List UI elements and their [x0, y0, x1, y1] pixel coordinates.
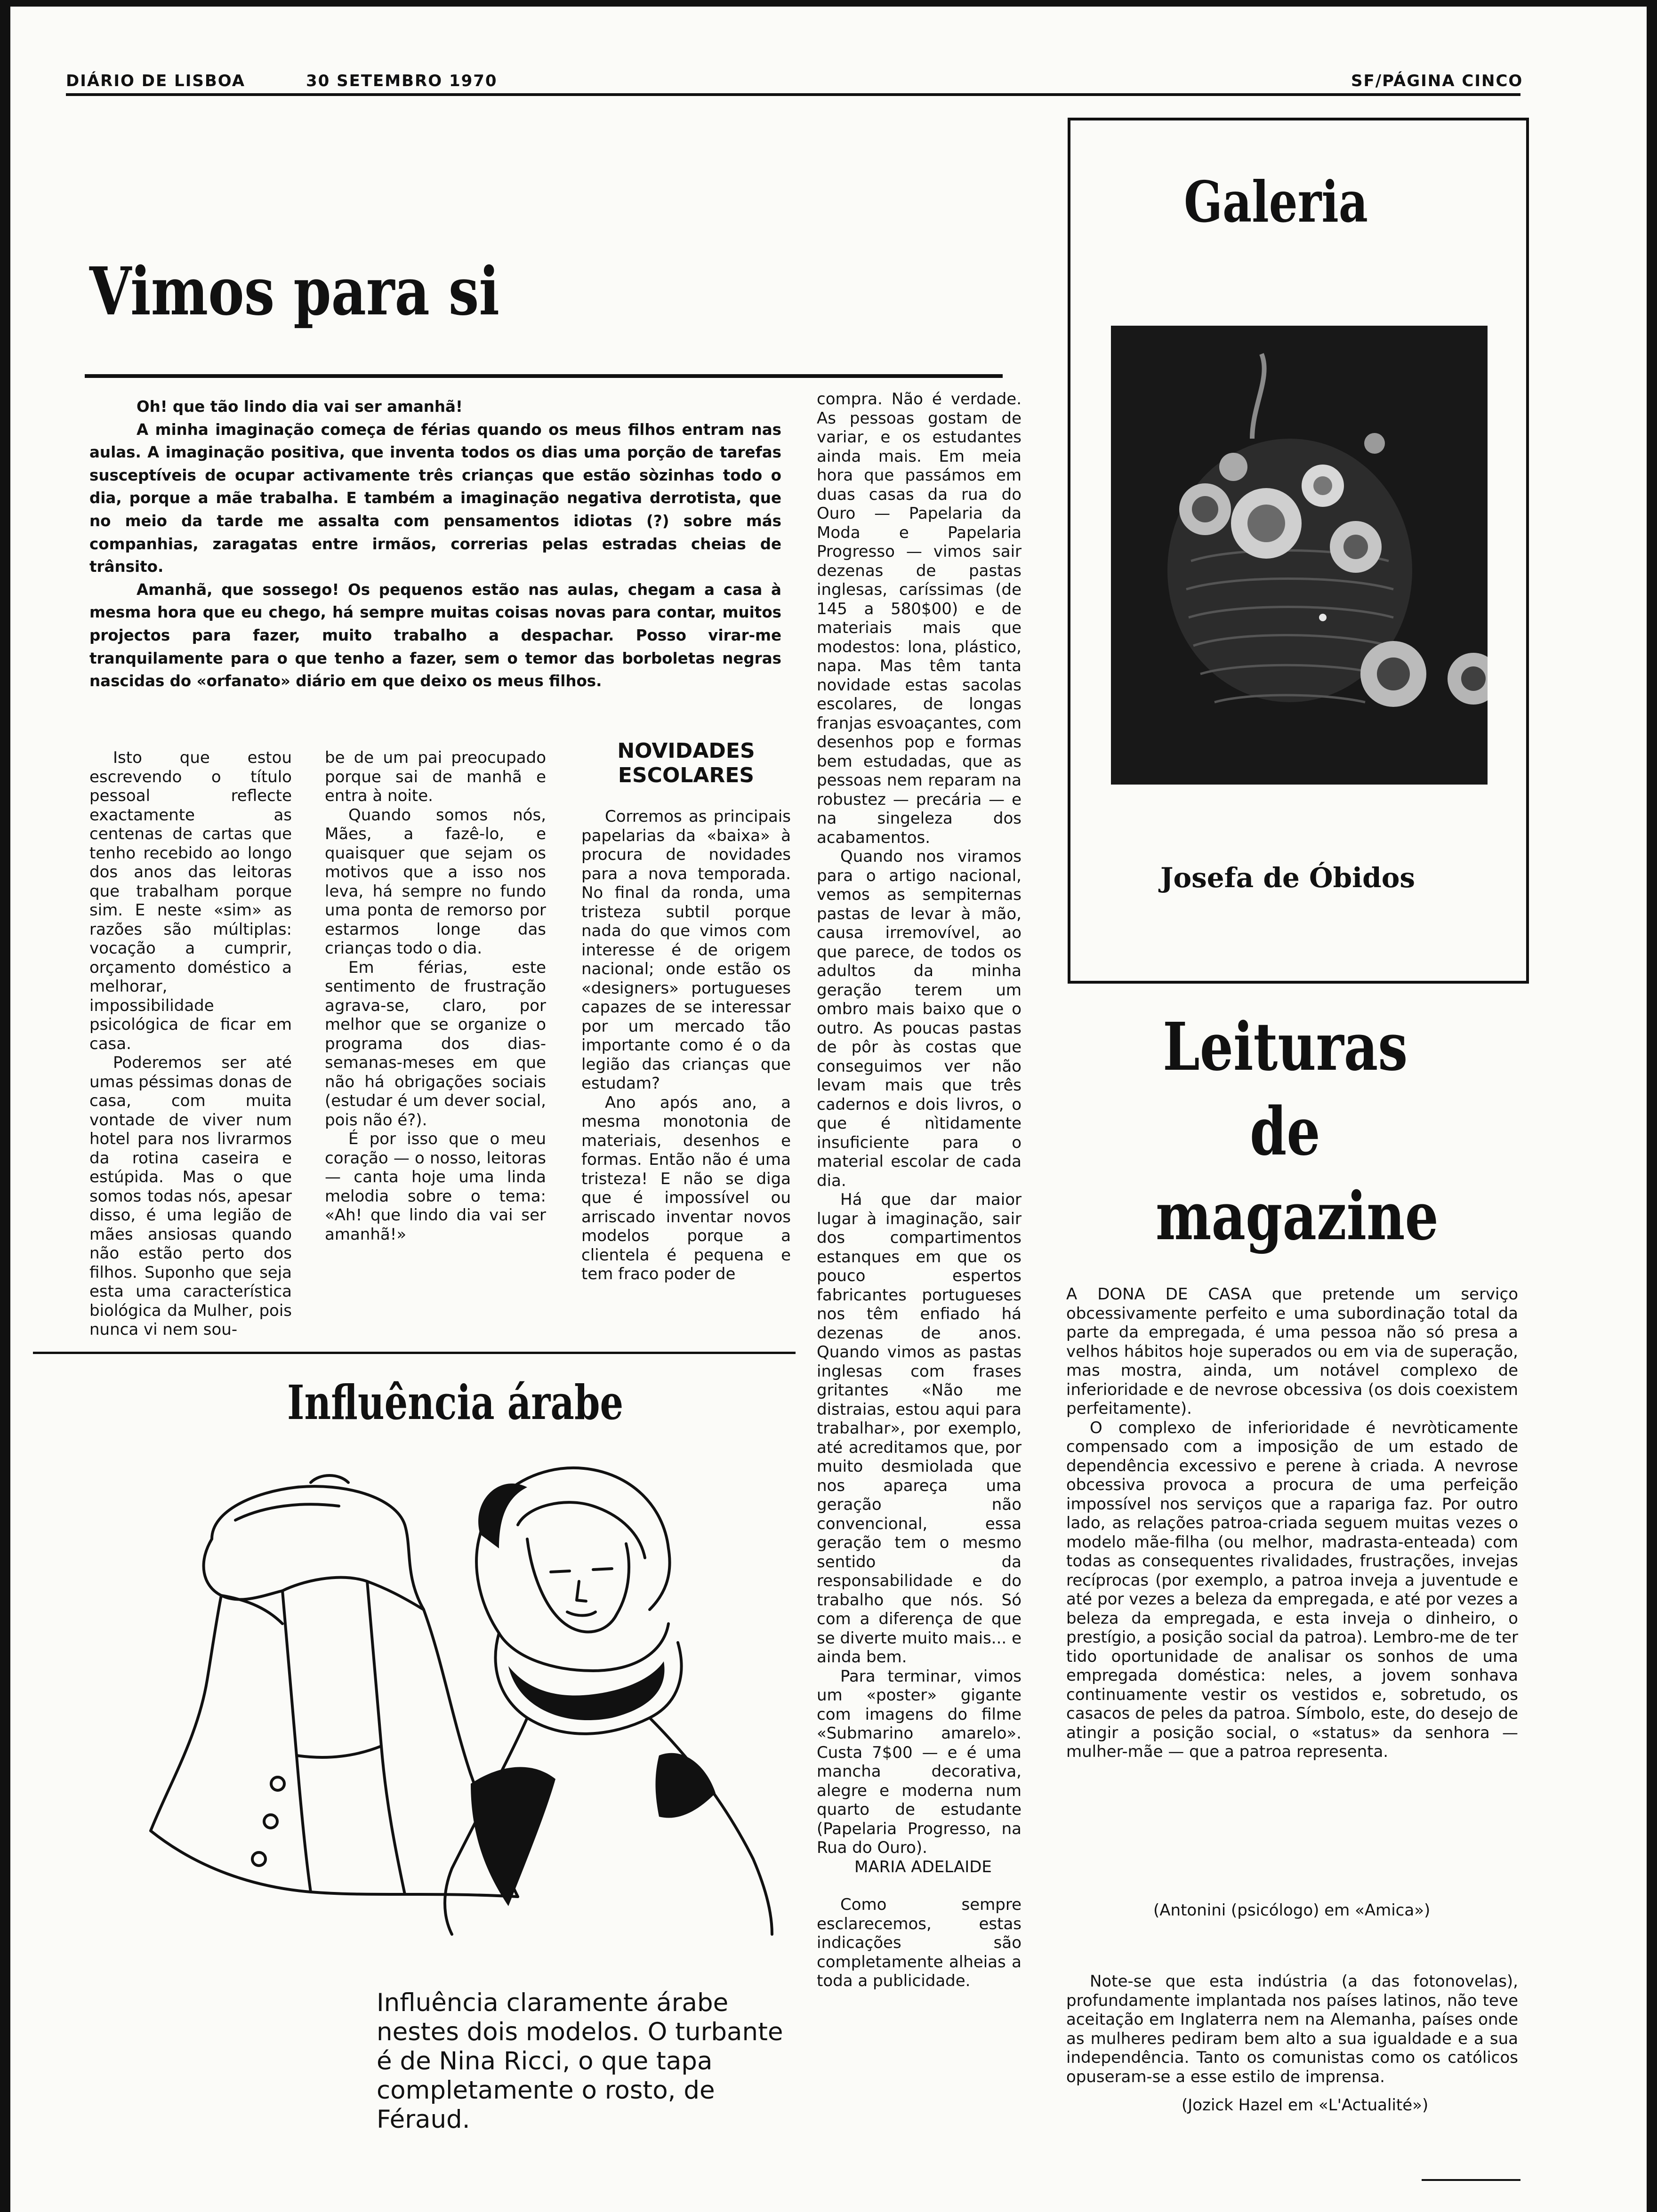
body-paragraph: be de um pai preocupado porque sai de manhã e entra à noite. — [325, 748, 546, 805]
body-paragraph: Isto que estou escrevendo o título pessoal reflecte exactamente as centenas de cartas que tenho recebido ao longo dos anos das leitoras que trabalham porque sim. E neste «sim» as razões são múltiplas: vocação a cumprir, orçamento doméstico a melhorar, impossibilidade psicológica de ficar em casa. — [89, 748, 292, 1053]
body-paragraph: O complexo de inferioridade é nevròticamente compensado com a imposição de um estado de dependência excessivo e perene à criada. A nevrose obcessiva provoca a procura de uma perfeição impossível nos serviços que a rapariga faz. Por outro lado, as relações patroa-criada seguem muitas vezes o modelo mãe-filha (ou melhor, madrasta-enteada) com todas as consequentes rivalidades, frustrações, invejas recíprocas (por exemplo, a patroa inveja a juventude e até por vezes a beleza da empregada, e até por vezes a beleza da empregada, e esta inveja o dinheiro, o prestígio, a posição social da patroa). Lembro-me de ter tido oportunidade de analisar os sonhos de uma empregada doméstica: neles, a jovem sonhava continuamente vestir os vestidos e, sobretudo, os casacos de peles da patroa. Símbolo, este, do desejo de atingir a posição social, o «status» da senhora — mulher-mãe — que a patroa representa. — [1066, 1418, 1518, 1761]
painting-artist: Josefa de Óbidos — [1160, 862, 1416, 894]
body-paragraph: Quando nos viramos para o artigo nacional, vemos as sempiternas pastas de levar à mão, causa irremovível, ao que parece, de todos os adultos da minha geração terem um ombro mais baixo que o outro. As poucas pastas de pôr às costas que conseguimos ver não levam mais que três cadernos e dois livros, o que é nìtidamente insuficiente para o material escolar de cada dia. — [817, 847, 1022, 1190]
article-intro — [89, 395, 781, 693]
page-label: SF/PÁGINA CINCO — [1351, 72, 1523, 90]
article-column-2 — [325, 748, 546, 1244]
body-paragraph: Em férias, este sentimento de frustração agrava-se, claro, por melhor que se organize o programa dos dias-semanas-meses em que não há obrigações sociais (estudar é um dever social, pois não é?). — [325, 958, 546, 1130]
lead-caps: A DONA DE CASA — [1066, 1285, 1252, 1304]
body-paragraph: Ano após ano, a mesma monotonia de materiais, desenhos e formas. Então não é uma tristeza! E não se diga que é impossível ou arriscado inventar novos modelos porque a clientela é pequena e tem fraco poder de — [581, 1093, 791, 1283]
issue-date: 30 SETEMBRO 1970 — [306, 72, 498, 90]
illustration-caption: Influência claramente árabe nestes dois modelos. O turbante é de Nina Ricci, o que tapa completamente o rosto, de Féraud. — [377, 1988, 783, 2134]
intro-paragraph: A minha imaginação começa de férias quando os meus filhos entram nas aulas. A imaginação positiva, que inventa todos os dias uma porção de tarefas susceptíveis de ocupar activamente três crianças que estão sòzinhas todo o dia, porque a mãe trabalha. E também a imaginação negativa derrotista, que no meio da tarde me assalta com pensamentos idiotas (?) sobre más companhias, zaragatas entre irmãos, correrias pelas estradas cheias de trânsito. — [89, 420, 781, 576]
leituras-text — [1066, 1285, 1518, 1762]
body-paragraph: Corremos as principais papelarias da «baixa» à procura de novidades para a nova temporada. No final da ronda, uma tristeza subtil porque nada do que vimos com interesse é de origem nacional; onde estão os «designers» portugueses capazes de se interessar por um mercado tão importante como é o da legião das crianças que estudam? — [581, 807, 791, 1093]
article-footnote: Como sempre esclarecemos, estas indicações são completamente alheias a toda a publicidade. — [817, 1895, 1022, 1990]
end-rule — [1422, 2179, 1520, 2181]
source-citation-2: (Jozick Hazel em «L'Actualité») — [1182, 2096, 1429, 2115]
article-signature: MARIA ADELAIDE — [854, 1857, 992, 1876]
leituras-title-2: de — [1250, 1093, 1320, 1170]
article-column-3 — [581, 807, 791, 1284]
body-paragraph: que pretende um serviço obcessivamente perfeito e uma subordinação total da parte da empregada, é uma pessoa não só presa a velhos hábitos hoje superados ou em via de superação, mas mostra, ainda, um notável complexo de inferioridade e de nevrose obcessiva (os dois coexistem perfeitamente). — [1066, 1285, 1519, 1418]
headline-rule — [85, 374, 1003, 378]
body-paragraph: Note-se que esta indústria (a das fotonovelas), profundamente implantada nos países latinos, não teve aceitação em Inglaterra nem na Alemanha, países onde as mulheres pediram bem alto a sua igualdade e a sua independência. Tanto os comunistas como os católicos opuseram-se a esse estilo de imprensa. — [1066, 1972, 1518, 2086]
galeria-title: Galeria — [1184, 169, 1368, 235]
intro-paragraph: Oh! que tão lindo dia vai ser amanhã! — [137, 398, 463, 416]
painting-image — [1111, 326, 1488, 785]
still-life-painting — [1111, 326, 1488, 785]
body-paragraph: compra. Não é verdade. As pessoas gostam de variar, e os estudantes ainda mais. Em meia hora que passámos em duas casas da rua do Ouro — Papelaria da Moda e Papelaria Progresso — vimos sair dezenas de pastas inglesas, caríssimas (de 145 a 580$00) e de materiais mais que modestos: lona, plástico, napa. Mas têm tanta novidade estas sacolas escolares, de longas franjas esvoaçantes, com desenhos pop e formas bem estudadas, que as pessoas nem reparam na robustez — precária — e na singeleza dos acabamentos. — [817, 390, 1022, 847]
header-rule — [66, 93, 1520, 96]
top-border — [0, 0, 1657, 7]
left-border — [0, 0, 10, 2212]
subheading-novidades: NOVIDADES ESCOLARES — [617, 739, 755, 787]
leituras-title-1: Leituras — [1163, 1009, 1408, 1086]
fashion-illustration — [141, 1454, 810, 1944]
body-paragraph: Há que dar maior lugar à imaginação, sair dos compartimentos estanques em que os pouco espertos fabricantes portugueses nos têm enfiado há dezenas de anos. Quando vimos as pastas inglesas com frases gritantes «Não me distraias, estou aqui para trabalhar», por exemplo, até acreditamos que, por muito desmiolada que nos apareça uma geração não convencional, essa geração tem o mesmo sentido da responsabilidade e do trabalho que nós. Só com a diferença de que se diverte muito mais... e ainda bem. — [817, 1190, 1022, 1667]
intro-paragraph: Amanhã, que sossego! Os pequenos estão nas aulas, chegam a casa à mesma hora que eu chego, há sempre muitas coisas novas para contar, muitos projectos para fazer, muito trabalho a despachar. Posso virar-me tranquilamente para o que tenho a fazer, sem o temor das borboletas negras nascidas do «orfanato» diário em que deixo os meus filhos. — [89, 580, 781, 690]
main-headline: Vimos para si — [89, 253, 500, 330]
leituras-title-3: magazine — [1156, 1178, 1439, 1255]
article-column-4 — [817, 390, 1022, 1991]
leituras-text-2 — [1066, 1972, 1518, 2086]
influence-headline: Influência árabe — [287, 1375, 624, 1430]
right-border — [1647, 0, 1657, 2212]
body-paragraph: Poderemos ser até umas péssimas donas de casa, com muita vontade de viver num hotel para nos livrarmos da rotina caseira e estúpida. Mas o que somos todas nós, apesar disso, é uma legião de mães ansiosas quando não estão perto dos filhos. Suponho que seja esta uma característica biológica da Mulher, pois nunca vi nem sou- — [89, 1053, 292, 1339]
source-citation-1: (Antonini (psicólogo) em «Amica») — [1153, 1901, 1431, 1920]
section-rule — [33, 1352, 796, 1354]
article-column-1 — [89, 748, 292, 1339]
body-paragraph: É por isso que o meu coração — o nosso, leitoras — canta hoje uma linda melodia sobre o tema: «Ah! que lindo dia vai ser amanhã!» — [325, 1130, 546, 1244]
body-paragraph: Quando somos nós, Mães, a fazê-lo, e quaisquer que sejam os motivos que a isso nos leva, há sempre no fundo uma ponta de remorso por estarmos longe das crianças todo o dia. — [325, 805, 546, 958]
newspaper-name: DIÁRIO DE LISBOA — [66, 72, 246, 90]
body-paragraph: Para terminar, vimos um «poster» gigante com imagens do filme «Submarino amarelo». Custa 7$00 — e é uma mancha decorativa, alegre e moderna num quarto de estudante (Papelaria Progresso, na Rua do Ouro). — [817, 1667, 1022, 1857]
